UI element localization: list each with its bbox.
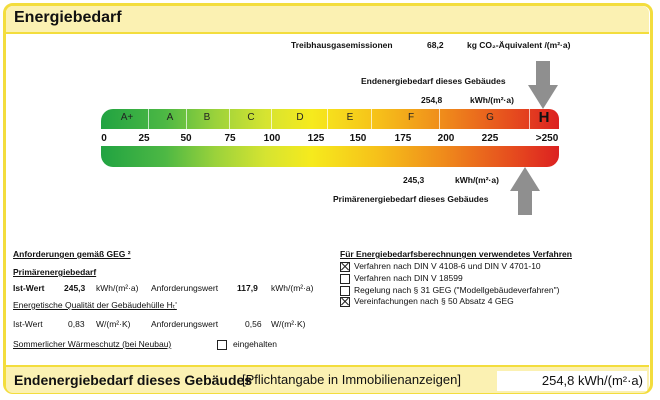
footer-label: Endenergiebedarf dieses Gebäudes xyxy=(14,372,253,388)
energy-class-bar xyxy=(101,109,559,129)
scale-tick: 75 xyxy=(224,133,236,144)
class-label-a: A xyxy=(166,112,174,123)
class-label-d: D xyxy=(296,112,304,123)
primary-energy-label: Primärenergiebedarf dieses Gebäudes xyxy=(333,194,489,204)
quality-anf-value: 0,56 xyxy=(245,319,262,329)
class-label-a-plus: A+ xyxy=(120,112,134,123)
scale-tick: 25 xyxy=(138,133,150,144)
class-label-h: H xyxy=(538,109,550,126)
quality-ist-unit: W/(m²·K) xyxy=(96,319,131,329)
scale-tick: 125 xyxy=(307,133,325,144)
scale-tick: 100 xyxy=(263,133,281,144)
class-label-g: G xyxy=(486,112,494,123)
section-title: Energiebedarf xyxy=(14,9,122,26)
primary-ist-unit: kWh/(m²·a) xyxy=(96,283,139,293)
class-label-c: C xyxy=(247,112,255,123)
footer-bar xyxy=(6,365,649,393)
method-checkbox-din4108[interactable] xyxy=(340,262,350,272)
footer-value: 254,8 kWh/(m²·a) xyxy=(541,373,643,388)
quality-ist-label: Ist-Wert xyxy=(13,319,43,329)
quality-heading: Energetische Qualität der Gebäudehülle Hₜ' xyxy=(13,300,177,310)
primary-ist-label: Ist-Wert xyxy=(13,283,45,293)
method-checkbox-modellgebaeude[interactable] xyxy=(340,286,350,296)
method-checkbox-vereinfachungen[interactable] xyxy=(340,297,350,307)
class-label-b: B xyxy=(203,112,211,123)
scale-tick: 50 xyxy=(180,133,192,144)
primary-energy-bar xyxy=(101,146,559,167)
method-checkbox-din18599[interactable] xyxy=(340,274,350,284)
primary-energy-arrow-icon xyxy=(510,167,540,215)
emissions-value: 68,2 xyxy=(427,40,444,50)
end-energy-arrow-icon xyxy=(528,61,558,111)
scale-tick: 0 xyxy=(101,133,107,144)
primary-ist-value: 245,3 xyxy=(64,283,86,293)
quality-ist-value: 0,83 xyxy=(68,319,85,329)
end-energy-value: 254,8 xyxy=(421,95,443,105)
class-label-f: F xyxy=(407,112,415,123)
primary-requirements-heading: Primärenergiebedarf xyxy=(13,267,97,277)
primary-energy-value: 245,3 xyxy=(403,175,425,185)
summer-protection-checkbox[interactable] xyxy=(217,340,227,350)
quality-anf-unit: W/(m²·K) xyxy=(271,319,306,329)
footer-value-box xyxy=(497,371,647,391)
quality-anf-label: Anforderungswert xyxy=(151,319,219,329)
method-label: Regelung nach § 31 GEG ("Modellgebäudeverfahren") xyxy=(354,285,560,295)
section-header xyxy=(6,6,649,34)
methods-heading: Für Energiebedarfsberechnungen verwendetes Verfahren xyxy=(340,249,572,259)
primary-anf-label: Anforderungswert xyxy=(151,283,219,293)
primary-anf-unit: kWh/(m²·a) xyxy=(271,283,314,293)
requirements-heading: Anforderungen gemäß GEG ² xyxy=(13,249,131,259)
scale-tick: 200 xyxy=(437,133,455,144)
method-label: Verfahren nach DIN V 18599 xyxy=(354,273,463,283)
scale-tick: >250 xyxy=(535,133,559,144)
method-label: Vereinfachungen nach § 50 Absatz 4 GEG xyxy=(354,296,514,306)
primary-anf-value: 117,9 xyxy=(237,283,258,293)
scale-tick: 225 xyxy=(481,133,499,144)
emissions-unit: kg CO₂-Äquivalent /(m²·a) xyxy=(467,40,571,50)
scale-tick: 150 xyxy=(349,133,367,144)
summer-protection-label: Sommerlicher Wärmeschutz (bei Neubau) xyxy=(13,339,172,349)
summer-protection-check-label: eingehalten xyxy=(233,339,277,349)
primary-energy-unit: kWh/(m²·a) xyxy=(455,175,499,185)
class-label-e: E xyxy=(346,112,354,123)
end-energy-label: Endenergiebedarf dieses Gebäudes xyxy=(361,76,506,86)
end-energy-unit: kWh/(m²·a) xyxy=(470,95,514,105)
scale-tick: 175 xyxy=(394,133,412,144)
footer-note: [Pflichtangabe in Immobilienanzeigen] xyxy=(242,372,461,387)
method-label: Verfahren nach DIN V 4108-6 und DIN V 4701-10 xyxy=(354,261,541,271)
emissions-label: Treibhausgasemissionen xyxy=(291,40,393,50)
